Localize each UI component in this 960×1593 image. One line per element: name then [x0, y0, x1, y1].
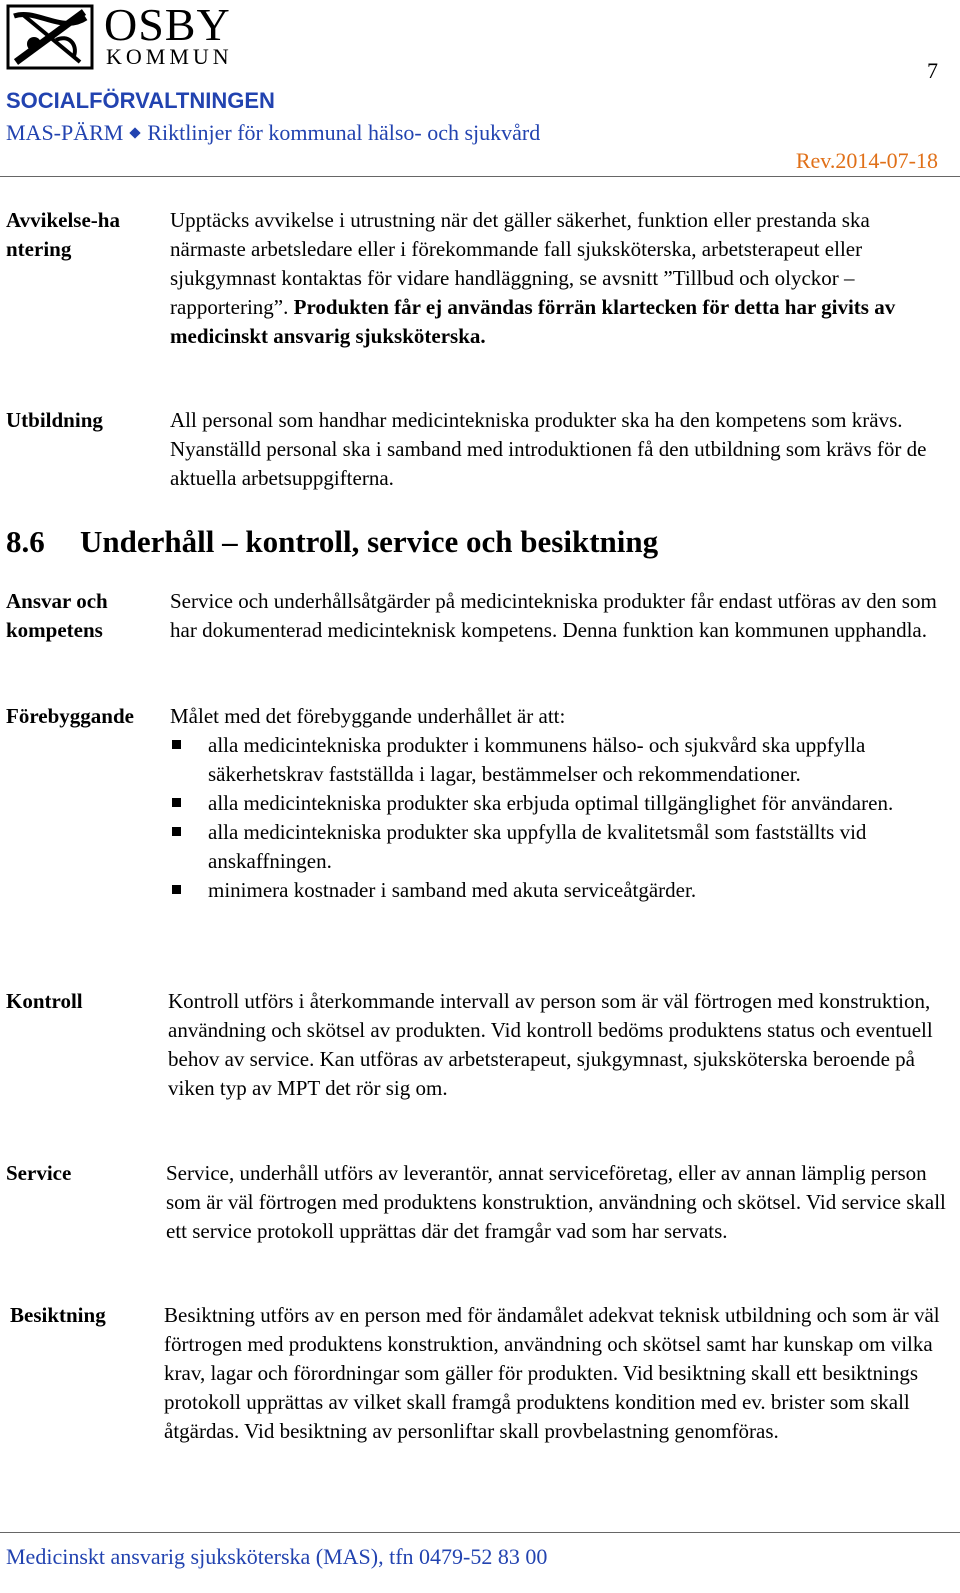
section-title-text: Underhåll – kontroll, service och besiktning: [80, 524, 659, 559]
row-label: Avvikelse-hantering: [6, 208, 120, 261]
brand-sub: KOMMUN: [106, 44, 233, 69]
row-service: [6, 1159, 946, 1246]
row-avvikelsehantering: [6, 206, 946, 351]
row-label: Kontroll: [6, 989, 83, 1013]
forebyggande-intro: Målet med det förebyggande underhållet är att:: [170, 704, 566, 728]
list-item: alla medicintekniska produkter ska erbjuda optimal tillgänglighet för användaren.: [170, 789, 946, 818]
list-item: alla medicintekniska produkter ska uppfylla de kvalitetsmål som fastställts vid anskaffningen.: [170, 818, 946, 876]
avvikelse-text: Upptäcks avvikelse i utrustning när det gäller säkerhet, funktion eller prestanda ska närmaste arbetsledare eller i förekommande fall sjuksköterska, arbetsterapeut eller sjukgymnast kontaktas för vidare handläggning, se avsnitt ”Tillbud och olyckor – rapportering”.: [170, 208, 870, 319]
row-besiktning: [10, 1301, 952, 1446]
row-text: Service och underhållsåtgärder på medicintekniska produkter får endast utföras av den som har dokumenterad medicinteknisk kompetens. Denna funktion kan kommunen upphandla.: [170, 589, 937, 642]
row-text: [170, 702, 946, 905]
list-item: minimera kostnader i samband med akuta serviceåtgärder.: [170, 876, 946, 905]
row-label: Service: [6, 1161, 72, 1185]
osby-logo-icon: [6, 4, 94, 70]
row-utbildning: [6, 406, 946, 493]
footer-contact: Medicinskt ansvarig sjuksköterska (MAS), tfn 0479-52 83 00: [6, 1544, 548, 1569]
square-bullet-icon: [172, 740, 181, 749]
row-text: All personal som handhar medicintekniska produkter ska ha den kompetens som krävs. Nyanställd personal ska i samband med introduktionen få den utbildning som krävs för de aktuella arbetsuppgifterna.: [170, 408, 927, 490]
header-divider: [0, 176, 960, 177]
document-subtitle: [6, 120, 540, 146]
section-number: 8.6: [6, 524, 45, 559]
footer-divider: [0, 1532, 960, 1533]
subtitle-left: MAS-PÄRM: [6, 120, 124, 145]
row-ansvar: [6, 587, 946, 645]
row-text: Kontroll utförs i återkommande intervall av person som är väl förtrogen med konstruktion, användning och skötsel av produkten. Vid kontroll bedöms produktens status och eventuell behov av service. Kan utföras av arbetsterapeut, sjukgymnast, sjuksköterska beroende på viken typ av MPT det rör sig om.: [168, 989, 933, 1100]
row-label: Ansvar och kompetens: [6, 589, 108, 642]
row-label: Förebyggande: [6, 704, 134, 728]
department-title: SOCIALFÖRVALTNINGEN: [6, 88, 275, 113]
forebyggande-list: [170, 731, 946, 905]
row-text: [170, 206, 946, 351]
row-label: Besiktning: [10, 1303, 106, 1327]
square-bullet-icon: [172, 798, 181, 807]
subtitle-right: Riktlinjer för kommunal hälso- och sjukvård: [147, 120, 541, 145]
brand: [104, 2, 233, 68]
row-label: Utbildning: [6, 408, 103, 432]
list-item: alla medicintekniska produkter i kommunens hälso- och sjukvård ska uppfylla säkerhetskrav fastställda i lagar, bestämmelser och rekommendationer.: [170, 731, 946, 789]
diamond-bullet-icon: [130, 127, 141, 138]
row-kontroll: [6, 987, 946, 1103]
square-bullet-icon: [172, 827, 181, 836]
row-forebyggande: [6, 702, 946, 905]
row-text: Besiktning utförs av en person med för ändamålet adekvat teknisk utbildning och som är väl förtrogen med produktens konstruktion, användning och skötsel samt har kunskap om vilka krav, lagar och förordningar som gäller för produkten. Vid besiktning skall ett besiktnings protokoll upprättas av vilket skall framgå produktens kondition med ev. brister som skall åtgärdas. Vid besiktning av personliftar skall provbelastning genomföras.: [164, 1303, 940, 1443]
brand-name: OSBY: [104, 0, 231, 50]
page-number: 7: [927, 58, 938, 83]
revision-date: Rev.2014-07-18: [795, 148, 938, 173]
row-text: Service, underhåll utförs av leverantör, annat serviceföretag, eller av annan lämplig person som är väl förtrogen med produktens konstruktion, användning och skötsel. Vid service skall ett service protokoll upprättas där det framgår vad som har servats.: [166, 1161, 946, 1243]
section-heading: [6, 524, 658, 560]
avvikelse-bold-text: Produkten får ej användas förrän klartecken för detta har givits av medicinskt ansvarig sjuksköterska.: [170, 295, 896, 348]
square-bullet-icon: [172, 885, 181, 894]
